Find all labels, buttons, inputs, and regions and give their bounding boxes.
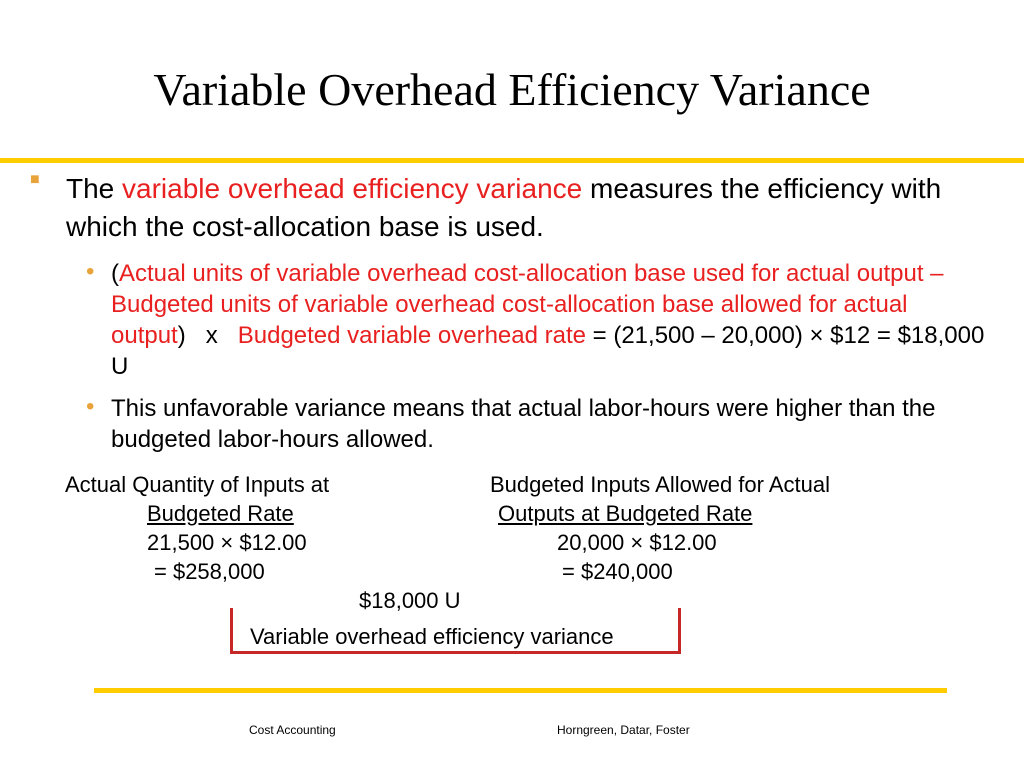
- formula-mid-part: ) x: [177, 322, 238, 349]
- variance-label: Variable overhead efficiency variance: [250, 624, 614, 649]
- right-subheading: Outputs at Budgeted Rate: [498, 501, 753, 526]
- footer-course: Cost Accounting: [249, 723, 336, 737]
- right-heading: Budgeted Inputs Allowed for Actual: [490, 472, 831, 497]
- sub-bullet-icon-2: •: [86, 393, 95, 420]
- slide-title: Variable Overhead Efficiency Variance: [153, 64, 871, 115]
- formula-tail: = (21,500 – 20,000) × $12 = $18,000 U: [111, 322, 985, 380]
- formula-red-part-2: Budgeted variable overhead rate: [237, 322, 586, 349]
- main-bullet-highlight: variable overhead efficiency variance: [122, 173, 583, 204]
- right-formula: 20,000 × $12.00: [557, 530, 717, 555]
- right-result: = $240,000: [562, 559, 673, 584]
- left-formula: 21,500 × $12.00: [147, 530, 307, 555]
- left-heading: Actual Quantity of Inputs at: [65, 472, 330, 497]
- main-bullet-suffix: measures the efficiency with which the cost-allocation base is used.: [66, 173, 942, 242]
- main-bullet-prefix: The: [66, 173, 123, 204]
- sub-bullet-unfavorable-note: This unfavorable variance means that actual labor-hours were higher than the budgeted labor-hours allowed.: [111, 395, 936, 453]
- top-divider: [0, 158, 1024, 163]
- main-bullet-text: [66, 170, 966, 246]
- formula-open-paren: (: [111, 260, 119, 287]
- left-result: = $258,000: [154, 559, 265, 584]
- left-subheading: Budgeted Rate: [147, 501, 294, 526]
- sub-bullet-formula: [111, 258, 1001, 382]
- bottom-divider: [94, 688, 947, 693]
- variance-amount: $18,000 U: [359, 588, 461, 613]
- square-bullet-icon: ■: [30, 171, 40, 188]
- sub-bullet-icon-1: •: [86, 258, 95, 285]
- footer-authors: Horngreen, Datar, Foster: [557, 723, 690, 737]
- formula-red-part-1: Actual units of variable overhead cost-allocation base used for actual output – Budgeted units of variable overhead cost-allocation base allowed for actual output: [111, 260, 944, 349]
